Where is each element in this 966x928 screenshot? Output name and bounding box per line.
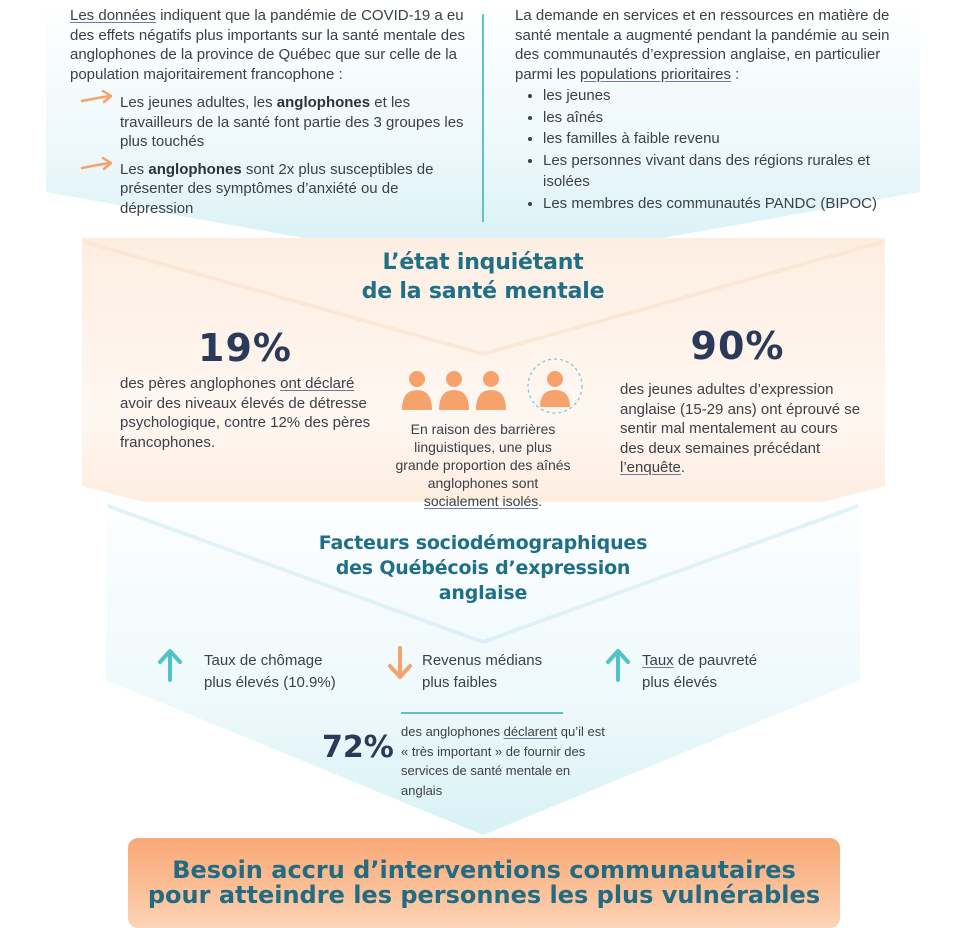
arrow-down-icon (386, 644, 414, 684)
people-isolation-icon (398, 358, 592, 414)
declare-link[interactable]: déclarent (503, 724, 558, 739)
arrow-right-icon (80, 89, 114, 109)
top-left-intro: Les données indiquent que la pandémie de COVID-19 a eu des effets négatifs plus importants sur la santé mentale des anglophones de la province de Québec que sur celle de la population majoritairement francophone : (70, 7, 465, 83)
priority-populations-link[interactable]: populations prioritaires (580, 65, 731, 83)
cta-line-2: pour atteindre les personnes les plus vulnérables (147, 881, 821, 909)
arrow-up-icon (604, 644, 632, 684)
finding-item: Les jeunes adultes, les anglophones et les travailleurs de la santé font partie des 3 groupes les plus touchés (70, 93, 470, 152)
key-findings-list (70, 93, 470, 218)
poverty-rate-link[interactable]: Taux (642, 652, 674, 669)
list-item: • Les personnes vivant dans des régions rurales et isolées (543, 150, 915, 193)
stat-services-text: des anglophones déclarent qu’il est « très important » de fournir des services de santé mentale en anglais (401, 724, 605, 798)
socially-isolated-link[interactable]: socialement isolés (423, 493, 539, 509)
survey-link[interactable]: l’enquête (620, 459, 681, 476)
list-item: • les familles à faible revenu (543, 128, 915, 150)
data-source-link[interactable]: Les données (70, 7, 156, 24)
finding-item: Les anglophones sont 2x plus susceptibles de présenter des symptômes d’anxiété ou de dépression (70, 160, 470, 219)
column-divider (482, 14, 484, 222)
stat-fathers-text: des pères anglophones ont déclaré avoir des niveaux élevés de détresse psychologique, contre 12% des pères francophones. (120, 375, 371, 451)
factor-income: Revenus médians plus faibles (422, 650, 592, 694)
arrow-up-icon (156, 644, 184, 684)
cta-line-1: Besoin accru d’interventions communautaires (172, 856, 796, 884)
stat-fathers-value: 19% (198, 326, 292, 370)
factor-poverty: Taux de pauvreté plus élevés (642, 650, 812, 694)
arrow-right-icon (80, 156, 114, 176)
reported-link[interactable]: ont déclaré (280, 375, 355, 392)
stat-youth-text: des jeunes adultes d’expression anglaise (15-29 ans) ont éprouvé se sentir mal mentalement au cours des deux semaines précédant l’enquête. (620, 381, 861, 476)
list-item: • les aînés (543, 107, 915, 129)
list-item: • les jeunes (543, 85, 915, 107)
priority-populations-list (515, 85, 915, 214)
factor-unemployment: Taux de chômage plus élevés (10.9%) (204, 650, 374, 694)
stat-youth-value: 90% (690, 324, 785, 368)
list-item: • Les membres des communautés PANDC (BIPOC) (543, 193, 915, 215)
mental-health-title: L’état inquiétant de la santé mentale (361, 250, 605, 304)
call-to-action-banner (128, 838, 840, 928)
top-left-column (70, 6, 470, 226)
factors-title: Facteurs sociodémographiques des Québécois d’expression anglaise (318, 532, 648, 604)
top-right-intro: La demande en services et en ressources en matière de santé mentale a augmenté pendant la pandémie au sein des communautés d’expression anglaise, en particulier parmi les populations prioritaires : (515, 7, 890, 83)
stat-services-value: 72% (322, 730, 394, 765)
stat-seniors-text: En raison des barrières linguistiques, une plus grande proportion des aînés anglophones sont socialement isolés. (395, 421, 571, 509)
top-right-column (515, 6, 915, 214)
stat-divider-line (401, 712, 563, 714)
